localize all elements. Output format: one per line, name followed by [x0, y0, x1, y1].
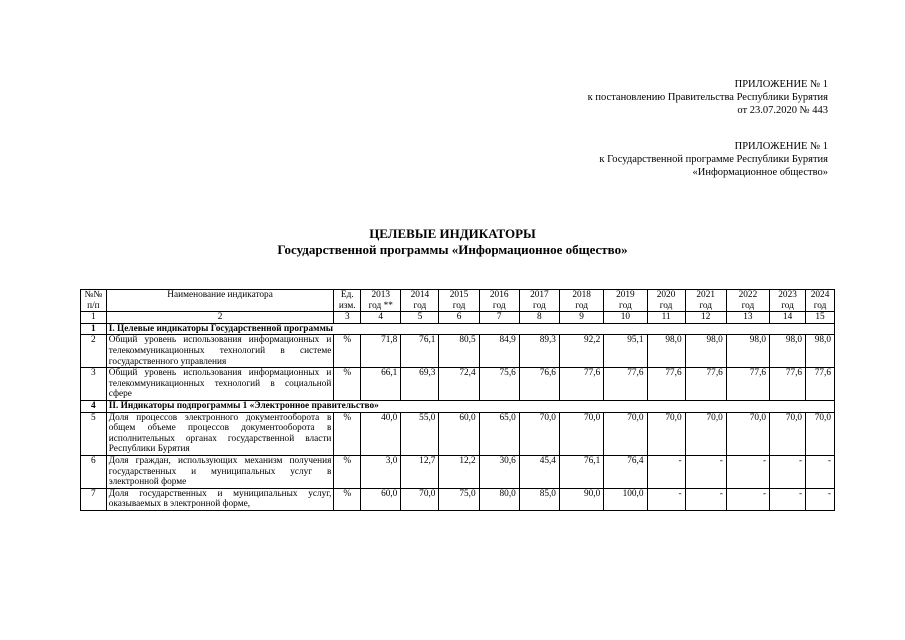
section-title: II. Индикаторы подпрограммы 1 «Электронное правительство» [106, 400, 834, 412]
column-number: 13 [726, 312, 769, 324]
row-number: 2 [81, 335, 107, 368]
header-year-2021 [685, 290, 726, 312]
value-cell: 45,4 [519, 455, 559, 488]
value-cell: 70,0 [647, 412, 685, 455]
annex-title: ПРИЛОЖЕНИЕ № 1 [734, 79, 828, 90]
header-year-suffix: год [781, 300, 794, 311]
value-cell: - [647, 455, 685, 488]
unit-cell: % [334, 412, 361, 455]
indicators-table [80, 289, 835, 511]
header-year-value: 2022 [738, 290, 758, 300]
header-year-suffix: год [575, 300, 588, 311]
document-heading [0, 226, 905, 258]
value-cell: 77,6 [647, 368, 685, 401]
value-cell: - [726, 455, 769, 488]
value-cell: 77,6 [559, 368, 603, 401]
row-number: 1 [81, 323, 107, 335]
value-cell: 100,0 [604, 488, 647, 510]
column-number: 11 [647, 312, 685, 324]
unit-cell: % [334, 488, 361, 510]
value-cell: 80,5 [439, 335, 479, 368]
header-year-suffix: год [452, 300, 466, 311]
value-cell: - [726, 488, 769, 510]
header-name: Наименование индикатора [106, 290, 334, 312]
value-cell: 71,8 [361, 335, 401, 368]
indicator-name: Доля граждан, использующих механизм получения государственных и муниципальных услуг в электронной форме [106, 455, 334, 488]
unit-cell: % [334, 335, 361, 368]
column-number: 8 [519, 312, 559, 324]
header-year-suffix: год [699, 300, 713, 311]
unit-cell: % [334, 368, 361, 401]
value-cell: 70,0 [401, 488, 439, 510]
document-title: ЦЕЛЕВЫЕ ИНДИКАТОРЫ [369, 226, 536, 241]
section-row [81, 400, 835, 412]
header-year-2019 [604, 290, 647, 312]
section-row [81, 323, 835, 335]
row-number: 7 [81, 488, 107, 510]
value-cell: 70,0 [519, 412, 559, 455]
value-cell: 77,6 [806, 368, 835, 401]
column-number: 1 [81, 312, 107, 324]
header-year-value: 2021 [696, 290, 715, 300]
value-cell: - [685, 455, 726, 488]
column-number: 14 [770, 312, 806, 324]
column-number: 9 [559, 312, 603, 324]
row-number: 3 [81, 368, 107, 401]
header-unit-line1: Ед. [340, 290, 354, 300]
value-cell: 75,6 [479, 368, 519, 401]
header-year-2013 [361, 290, 401, 312]
row-number: 5 [81, 412, 107, 455]
value-cell: - [806, 455, 835, 488]
header-year-suffix: год [492, 300, 506, 311]
indicator-name: Общий уровень использования информационных и телекоммуникационных технологий в социальной сфере [106, 368, 334, 401]
value-cell: 70,0 [559, 412, 603, 455]
header-num-line2: п/п [87, 300, 100, 311]
value-cell: 77,6 [726, 368, 769, 401]
header-num [81, 290, 107, 312]
value-cell: 60,0 [361, 488, 401, 510]
value-cell: 55,0 [401, 412, 439, 455]
value-cell: - [770, 455, 806, 488]
row-number: 6 [81, 455, 107, 488]
value-cell: 92,2 [559, 335, 603, 368]
value-cell: 76,1 [559, 455, 603, 488]
value-cell: 66,1 [361, 368, 401, 401]
annex-program-name: «Информационное общество» [692, 167, 828, 178]
value-cell: 98,0 [770, 335, 806, 368]
annex-reference: к Государственной программе Республики Бурятия [599, 154, 828, 165]
value-cell: 72,4 [439, 368, 479, 401]
value-cell: 76,1 [401, 335, 439, 368]
annex-block-state-program [599, 140, 828, 179]
header-year-suffix: год ** [368, 300, 393, 311]
annex-title: ПРИЛОЖЕНИЕ № 1 [734, 141, 828, 152]
annex-date: от 23.07.2020 № 443 [737, 105, 828, 116]
header-year-suffix: год [619, 300, 632, 311]
value-cell: 12,2 [439, 455, 479, 488]
table-row [81, 412, 835, 455]
table-body [81, 312, 835, 511]
header-year-value: 2017 [530, 290, 549, 300]
table-header [81, 290, 835, 312]
value-cell: 95,1 [604, 335, 647, 368]
header-year-value: 2024 [810, 290, 830, 300]
value-cell: 90,0 [559, 488, 603, 510]
header-year-2018 [559, 290, 603, 312]
value-cell: 77,6 [604, 368, 647, 401]
header-year-value: 2014 [410, 290, 430, 300]
value-cell: 70,0 [726, 412, 769, 455]
column-numbers-row [81, 312, 835, 324]
header-unit-line2: изм. [338, 300, 356, 311]
header-year-value: 2019 [616, 290, 635, 300]
value-cell: 85,0 [519, 488, 559, 510]
column-number: 7 [479, 312, 519, 324]
indicator-name: Общий уровень использования информационных и телекоммуникационных технологий в системе государственного управления [106, 335, 334, 368]
header-year-2022 [726, 290, 769, 312]
header-year-2020 [647, 290, 685, 312]
header-year-value: 2015 [449, 290, 469, 300]
column-number: 2 [106, 312, 334, 324]
value-cell: 98,0 [726, 335, 769, 368]
value-cell: 76,6 [519, 368, 559, 401]
value-cell: 70,0 [806, 412, 835, 455]
column-number: 15 [806, 312, 835, 324]
value-cell: - [647, 488, 685, 510]
column-number: 12 [685, 312, 726, 324]
header-year-suffix: год [533, 300, 546, 311]
header-year-2015 [439, 290, 479, 312]
value-cell: - [770, 488, 806, 510]
header-year-2016 [479, 290, 519, 312]
column-number: 4 [361, 312, 401, 324]
column-number: 3 [334, 312, 361, 324]
value-cell: - [806, 488, 835, 510]
annex-block-government-decree [588, 78, 828, 117]
row-number: 4 [81, 400, 107, 412]
value-cell: 12,7 [401, 455, 439, 488]
header-year-value: 2020 [656, 290, 676, 300]
column-number: 10 [604, 312, 647, 324]
value-cell: 77,6 [685, 368, 726, 401]
header-year-2024 [806, 290, 835, 312]
header-year-value: 2023 [778, 290, 797, 300]
value-cell: 98,0 [806, 335, 835, 368]
header-year-2014 [401, 290, 439, 312]
table-row [81, 488, 835, 510]
column-number: 6 [439, 312, 479, 324]
value-cell: 76,4 [604, 455, 647, 488]
value-cell: - [685, 488, 726, 510]
table-row [81, 368, 835, 401]
value-cell: 84,9 [479, 335, 519, 368]
value-cell: 70,0 [604, 412, 647, 455]
header-year-2023 [770, 290, 806, 312]
unit-cell: % [334, 455, 361, 488]
header-year-2017 [519, 290, 559, 312]
table-row [81, 335, 835, 368]
value-cell: 70,0 [685, 412, 726, 455]
header-unit [334, 290, 361, 312]
header-year-value: 2016 [489, 290, 509, 300]
annex-reference: к постановлению Правительства Республики Бурятия [587, 92, 828, 103]
value-cell: 69,3 [401, 368, 439, 401]
value-cell: 80,0 [479, 488, 519, 510]
value-cell: 40,0 [361, 412, 401, 455]
indicator-name: Доля государственных и муниципальных услуг, оказываемых в электронной форме, [106, 488, 334, 510]
header-num-line1: №№ [84, 290, 103, 300]
header-year-suffix: год [659, 300, 673, 311]
table-row [81, 455, 835, 488]
header-year-suffix: год [413, 300, 427, 311]
indicator-name: Доля процессов электронного документооборота в общем объеме процессов документооборота в исполнительных органах государственной власти Республики Бурятия [106, 412, 334, 455]
value-cell: 77,6 [770, 368, 806, 401]
header-year-value: 2018 [572, 290, 591, 300]
value-cell: 98,0 [647, 335, 685, 368]
value-cell: 3,0 [361, 455, 401, 488]
header-year-suffix: год [813, 300, 827, 311]
column-number: 5 [401, 312, 439, 324]
value-cell: 98,0 [685, 335, 726, 368]
value-cell: 89,3 [519, 335, 559, 368]
value-cell: 65,0 [479, 412, 519, 455]
value-cell: 70,0 [770, 412, 806, 455]
header-row [81, 290, 835, 312]
value-cell: 75,0 [439, 488, 479, 510]
header-year-suffix: год [741, 300, 755, 311]
value-cell: 60,0 [439, 412, 479, 455]
section-title: I. Целевые индикаторы Государственной программы [106, 323, 834, 335]
header-year-value: 2013 [371, 290, 391, 300]
document-subtitle: Государственной программы «Информационное общество» [277, 242, 628, 257]
value-cell: 30,6 [479, 455, 519, 488]
